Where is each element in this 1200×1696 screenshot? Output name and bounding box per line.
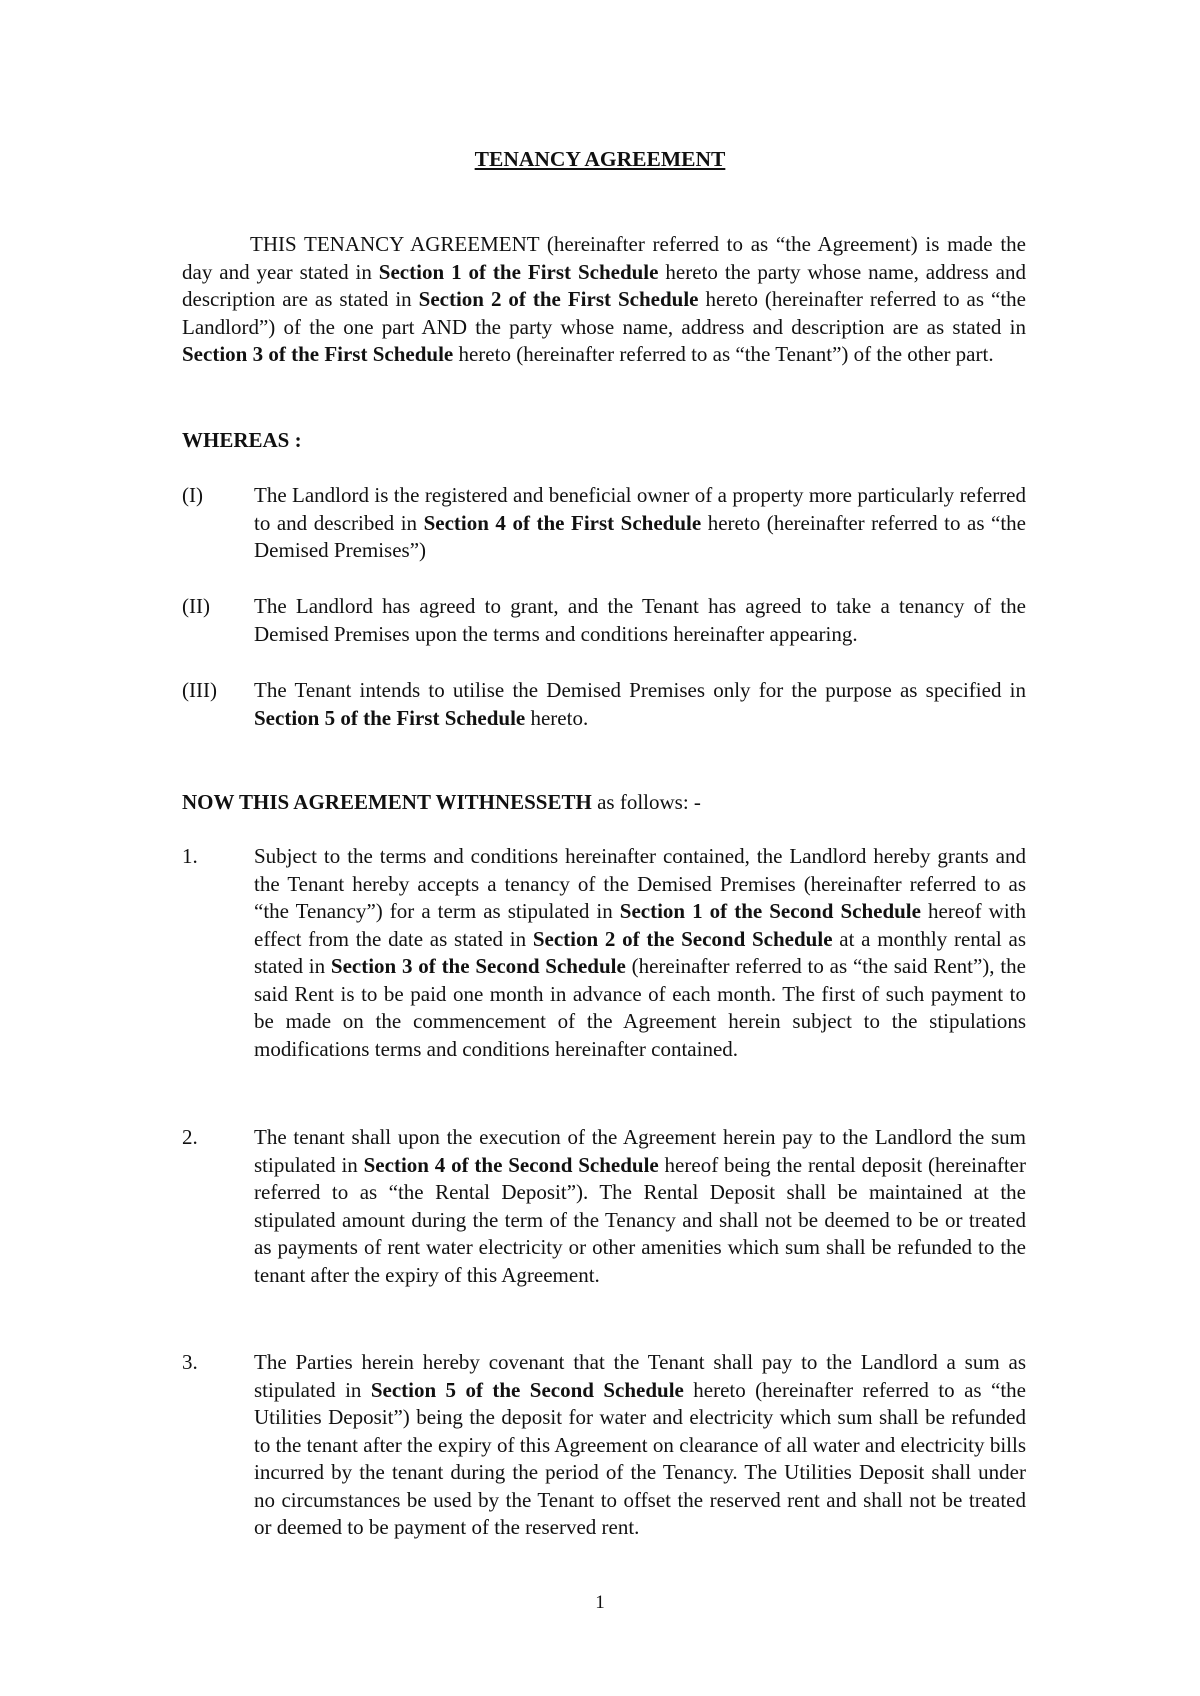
clause-item bbox=[182, 843, 1026, 1063]
clause-number: 2. bbox=[182, 1125, 198, 1149]
recital-item bbox=[182, 677, 1026, 732]
page-number: 1 bbox=[595, 1592, 605, 1613]
recital-item bbox=[182, 593, 1026, 648]
clause-item bbox=[182, 1349, 1026, 1542]
clause-text: The Parties herein hereby covenant that the Tenant shall pay to the Landlord a sum as stipulated in Section 5 of the Second Schedule hereto (hereinafter referred to as “the Utilities Deposit”) being the deposit for water and electricity which sum shall be refunded to the tenant after the expiry of this Agreement on clearance of all water and electricity bills incurred by the tenant during the period of the Tenancy. The Utilities Deposit shall under no circumstances be used by the Tenant to offset the reserved rent and shall not be treated or deemed to be payment of the reserved rent. bbox=[254, 1350, 1026, 1539]
recital-marker: (III) bbox=[182, 678, 217, 702]
recital-marker: (I) bbox=[182, 483, 203, 507]
clause-number: 1. bbox=[182, 844, 198, 868]
clause-number: 3. bbox=[182, 1350, 198, 1374]
intro-paragraph: THIS TENANCY AGREEMENT (hereinafter referred to as “the Agreement) is made the day and year stated in Section 1 of the First Schedule hereto the party whose name, address and description are as stated in Section 2 of the First Schedule hereto (hereinafter referred to as “the Landlord”) of the one part AND the party whose name, address and description are as stated in Section 3 of the First Schedule hereto (hereinafter referred to as “the Tenant”) of the other part. bbox=[182, 232, 1026, 366]
recital-item bbox=[182, 482, 1026, 565]
clause-text: Subject to the terms and conditions hereinafter contained, the Landlord hereby grants and the Tenant hereby accepts a tenancy of the Demised Premises (hereinafter referred to as “the Tenancy”) for a term as stipulated in Section 1 of the Second Schedule hereof with effect from the date as stated in Section 2 of the Second Schedule at a monthly rental as stated in Section 3 of the Second Schedule (hereinafter referred to as “the said Rent”), the said Rent is to be paid one month in advance of each month. The first of such payment to be made on the commencement of the Agreement herein subject to the stipulations modifications terms and conditions hereinafter contained. bbox=[254, 844, 1026, 1061]
recital-marker: (II) bbox=[182, 594, 210, 618]
recital-text: The Landlord has agreed to grant, and the Tenant has agreed to take a tenancy of the Demised Premises upon the terms and conditions hereinafter appearing. bbox=[254, 594, 1026, 646]
recital-text: The Tenant intends to utilise the Demised Premises only for the purpose as specified in Section 5 of the First Schedule hereto. bbox=[254, 678, 1026, 730]
clause-item bbox=[182, 1124, 1026, 1289]
recital-text: The Landlord is the registered and beneficial owner of a property more particularly referred to and described in Section 4 of the First Schedule hereto (hereinafter referred to as “the Demised Premises”) bbox=[254, 483, 1027, 562]
operative-heading: NOW THIS AGREEMENT WITHNESSETH as follows: - bbox=[182, 790, 701, 814]
clause-text: The tenant shall upon the execution of the Agreement herein pay to the Landlord the sum stipulated in Section 4 of the Second Schedule hereof being the rental deposit (hereinafter referred to as “the Rental Deposit”). The Rental Deposit shall be maintained at the stipulated amount during the term of the Tenancy and shall not be deemed to be or treated as payments of rent water electricity or other amenities which sum shall be refunded to the tenant after the expiry of this Agreement. bbox=[254, 1125, 1026, 1287]
document-title: TENANCY AGREEMENT bbox=[474, 147, 726, 171]
whereas-heading: WHEREAS : bbox=[182, 428, 302, 452]
